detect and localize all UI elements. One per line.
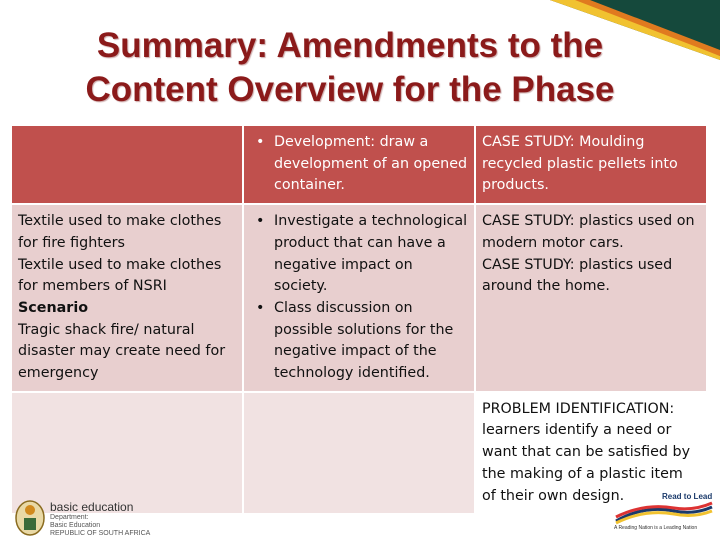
row1-cell-3 <box>475 204 707 392</box>
header-cell-1 <box>11 125 243 204</box>
page-title <box>0 24 700 112</box>
table-row <box>11 392 707 515</box>
header-cell-3: CASE STUDY: Moulding recycled plastic pellets into products. <box>475 125 707 204</box>
case-study-cars: CASE STUDY: plastics used on modern motor cars. <box>482 213 695 251</box>
investigate-bullet: • Investigate a technological product that can have a negative impact on society. <box>250 211 468 298</box>
coat-of-arms-icon <box>10 494 50 538</box>
row1-cell-1 <box>11 204 243 392</box>
logo-sub-2: Basic Education <box>50 522 101 529</box>
header-cell-2 <box>243 125 475 204</box>
basic-education-logo <box>50 500 150 538</box>
logo-sub-1: Department: <box>50 514 89 521</box>
row2-cell-2 <box>243 392 475 515</box>
title-line-1: Summary: Amendments to the <box>96 26 604 65</box>
logo-title: basic education <box>50 500 134 514</box>
read-to-lead-sub: A Reading Nation is a Leading Nation <box>614 525 698 531</box>
textile-line-1: Textile used to make clothes for fire fighters <box>18 213 222 251</box>
header-bullet: • Development: draw a development of an opened container. <box>250 132 468 197</box>
scenario-text: Tragic shack fire/ natural disaster may create need for emergency <box>18 321 226 382</box>
logo-sub-3: REPUBLIC OF SOUTH AFRICA <box>50 530 151 537</box>
discussion-bullet: • Class discussion on possible solutions for the negative impact of the technology identified. <box>250 298 468 385</box>
row1-cell-2 <box>243 204 475 392</box>
read-to-lead-title: Read to Lead <box>662 492 713 501</box>
scenario-label: Scenario <box>18 299 89 316</box>
table-header-row <box>11 125 707 204</box>
title-line-2: Content Overview for the Phase <box>85 70 615 109</box>
textile-line-2: Textile used to make clothes for members of NSRI <box>18 256 222 295</box>
book-stripes-icon <box>614 501 714 525</box>
content-table <box>10 124 708 515</box>
table-row <box>11 204 707 392</box>
case-study-home: CASE STUDY: plastics used around the home. <box>482 256 673 295</box>
row2-cell-3: PROBLEM IDENTIFICATION: learners identify a need or want that can be satisfied by the making of a plastic item of their own design. <box>475 392 707 515</box>
read-to-lead-logo <box>614 492 714 536</box>
